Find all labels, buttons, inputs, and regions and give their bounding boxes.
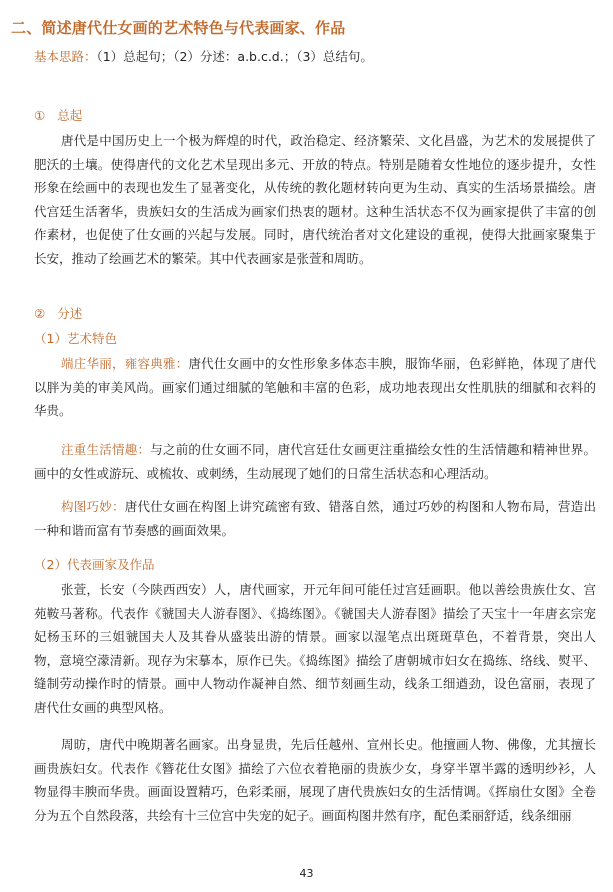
point-text: 唐代仕女画在构图上讲究疏密有致、错落自然，通过巧妙的构图和人物布局，营造出一种和谐而富有节奏感的画面效果。 (34, 499, 596, 538)
basic-idea-text: （1）总起句；（2）分述：a.b.c.d.；（3）总结句。 (96, 49, 373, 64)
point-label: 构图巧妙： (61, 499, 125, 514)
basic-idea-label: 基本思路： (34, 49, 97, 64)
point-paragraph (34, 495, 596, 542)
point-text: 与之前的仕女画不同，唐代宫廷仕女画更注重描绘女性的生活情趣和精神世界。画中的女性或游玩、或梳妆、或刺绣，生动展现了她们的日常生活状态和心理活动。 (34, 442, 596, 481)
point-text: 唐代仕女画中的女性形象多体态丰腴，服饰华丽，色彩鲜艳，体现了唐代以胖为美的审美风尚。画家们通过细腻的笔触和丰富的色彩，成功地表现出女性肌肤的细腻和衣料的华贵。 (34, 356, 596, 418)
section-heading: 二、简述唐代仕女画的艺术特色与代表画家、作品 (11, 19, 346, 37)
page-number: 43 (299, 867, 314, 880)
point-paragraph (34, 352, 596, 423)
painter-paragraph-zhou: 周昉，唐代中晚期著名画家。出身显贵，先后任越州、宣州长史。他擅画人物、佛像，尤其擅长画贵族妇女。代表作《簪花仕女图》描绘了六位衣着艳丽的贵族少女，身穿半罩半露的透明纱衫，人物显得丰腴而华贵。画面设置精巧，色彩柔丽，展现了唐代贵族妇女的生活情调。《挥扇仕女图》全卷分为五个自然段落，共绘有十三位宫中失宠的妃子。画面构图井然有序，配色柔丽舒适，线条细丽 (34, 737, 596, 823)
painter-paragraph-zhang: 张萱，长安（今陕西西安）人，唐代画家，开元年间可能任过宫廷画职。他以善绘贵族仕女、宫苑鞍马著称。代表作《虢国夫人游春图》、《捣练图》。《虢国夫人游春图》描绘了天宝十一年唐玄宗宠妃杨玉环的三姐虢国夫人及其眷从盛装出游的情景。画家以湿笔点出斑斑草色，不着背景，突出人物，意境空濛清新。现存为宋摹本，原作已失。《捣练图》描绘了唐朝城市妇女在捣练、络线、熨平、缝制劳动操作时的情景。画中人物动作凝神自然、细节刻画生动，线条工细遒劲，设色富丽，表现了唐代仕女画的典型风格。 (34, 582, 596, 715)
point-label: 注重生活情趣： (61, 442, 151, 457)
section2-title: 分述 (57, 306, 83, 321)
sub2-title: （2）代表画家及作品 (34, 557, 155, 572)
section1-number: ① (34, 108, 46, 123)
point-label: 端庄华丽，雍容典雅： (61, 356, 189, 371)
basic-idea-line (34, 47, 373, 65)
sub1-title: （1）艺术特色 (34, 331, 117, 346)
section1-heading (34, 106, 82, 124)
section1-paragraph: 唐代是中国历史上一个极为辉煌的时代，政治稳定、经济繁荣、文化昌盛，为艺术的发展提供了肥沃的土壤。使得唐代的文化艺术呈现出多元、开放的特点。特别是随着女性地位的逐步提升，女性形象在绘画中的表现也发生了显著变化，从传统的教化题材转向更为生动、真实的生活场景描绘。唐代宫廷生活奢华，贵族妇女的生活成为画家们热衷的题材。这种生活状态不仅为画家提供了丰富的创作素材，也促使了仕女画的兴起与发展。同时，唐代统治者对文化建设的重视，使得大批画家聚集于长安，推动了绘画艺术的繁荣。其中代表画家是张萱和周昉。 (34, 133, 596, 266)
section2-number: ② (34, 306, 46, 321)
section2-heading (34, 304, 82, 322)
section1-title: 总起 (57, 108, 83, 123)
point-paragraph (34, 438, 596, 485)
